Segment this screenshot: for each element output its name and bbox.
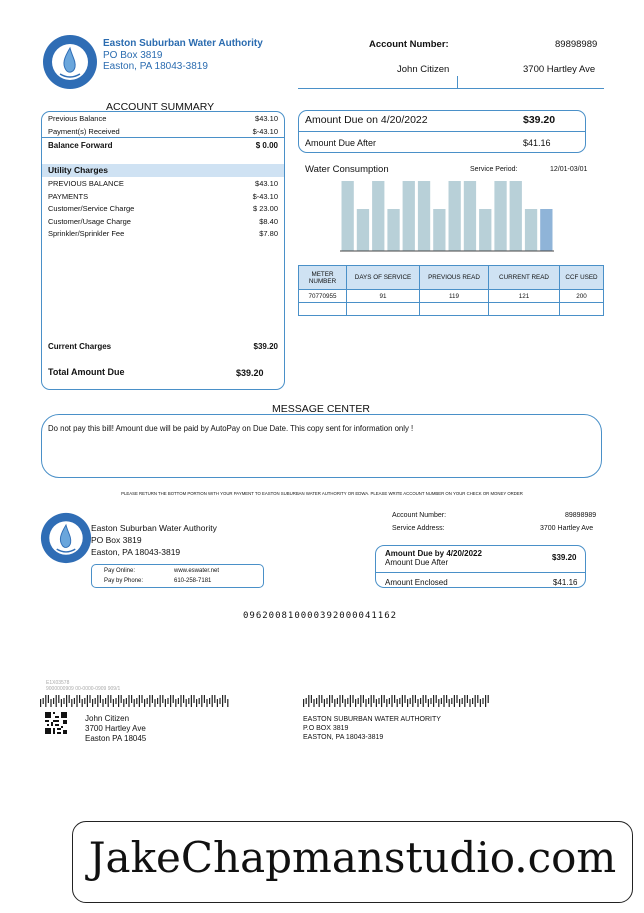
barcode-bar (454, 695, 455, 707)
barcode-bar (308, 695, 309, 707)
barcode-bar (69, 695, 70, 703)
barcode-bar (410, 698, 411, 704)
barcode-bar (456, 695, 457, 703)
pay-phone-label: Pay by Phone: (104, 578, 144, 584)
payments-received-amount: $-43.10 (252, 127, 278, 136)
barcode-bar (227, 699, 228, 707)
stub-logo (40, 512, 92, 564)
empty-cell (489, 303, 560, 316)
barcode-bar (446, 695, 447, 703)
barcode-bar (84, 698, 85, 704)
barcode-bar (131, 695, 132, 703)
barcode-bar (339, 695, 340, 707)
current-charges-row (48, 342, 278, 351)
total-due-label: Total Amount Due (48, 367, 125, 377)
empty-cell (347, 303, 420, 316)
stub-account-number-label: Account Number: (392, 512, 447, 519)
barcode-bar (128, 695, 129, 707)
previous-balance-row (48, 114, 278, 123)
chart-bar (540, 209, 552, 251)
barcode-bar (191, 695, 192, 707)
barcode-bar (183, 695, 184, 703)
barcode-bar (306, 698, 307, 704)
barcode-bar (352, 695, 353, 703)
barcode-bar (58, 695, 59, 703)
return-notice: PLEASE RETURN THE BOTTOM PORTION WITH YOUR PAYMENT TO EASTON SUBURBAN WATER AUTHORITY OR EDWA. PLEASE WRITE ACCOUNT NUMBER ON YOUR CHECK OR MONEY ORDER (121, 491, 523, 496)
barcode-bar (436, 695, 437, 703)
barcode-bar (475, 695, 476, 707)
barcode-bar (358, 698, 359, 704)
chart-bar (357, 209, 369, 251)
barcode-bar (217, 699, 218, 707)
summary-divider (42, 137, 284, 138)
barcode-bar (48, 695, 49, 703)
customer-address: 3700 Hartley Ave (523, 64, 596, 75)
barcode-bar (180, 695, 181, 707)
company-name: Easton Suburban Water Authority (103, 38, 263, 49)
utility-charges-header (42, 164, 284, 177)
barcode-bar (420, 698, 421, 704)
barcode-bar (404, 695, 405, 703)
payments-received-row (48, 127, 278, 136)
mail-customer-street: 3700 Hartley Ave (85, 724, 146, 733)
postal-barcode-left (40, 695, 232, 707)
barcode-bar (384, 695, 385, 703)
small-code-1: E1X03578 (46, 680, 70, 686)
barcode-bar (360, 695, 361, 707)
barcode-bar (428, 699, 429, 707)
utility-item-amount: $43.10 (255, 179, 278, 188)
utility-item-label: PREVIOUS BALANCE (48, 179, 124, 188)
barcode-bar (321, 695, 322, 703)
chart-bar (525, 209, 537, 251)
chart-bar (510, 181, 522, 251)
chart-bar (479, 209, 491, 251)
utility-item-amount: $-43.10 (252, 192, 278, 201)
header-rule (298, 88, 604, 89)
remit-city: EASTON, PA 18043-3819 (303, 734, 384, 741)
barcode-bar (394, 695, 395, 703)
barcode-bar (108, 695, 109, 707)
barcode-bar (74, 698, 75, 704)
barcode-bar (87, 695, 88, 707)
amount-due-box (298, 110, 586, 153)
barcode-bar (139, 695, 140, 707)
postal-barcode-right (303, 695, 493, 707)
barcode-bar (423, 695, 424, 707)
current-charges-amount: $39.20 (253, 342, 278, 351)
previous-balance-amount: $43.10 (255, 114, 278, 123)
barcode-bar (97, 695, 98, 707)
barcode-bar (209, 698, 210, 704)
barcode-bar (376, 699, 377, 707)
stub-due-by-label: Amount Due by 4/20/2022 (385, 549, 482, 558)
stub-due-by-amount: $39.20 (552, 553, 577, 562)
barcode-bar (212, 695, 213, 707)
barcode-bar (363, 695, 364, 703)
barcode-bar (71, 699, 72, 707)
barcode-bar (342, 695, 343, 703)
barcode-bar (170, 695, 171, 707)
barcode-bar (152, 695, 153, 703)
amount-enclosed-label: Amount Enclosed (385, 578, 448, 587)
barcode-bar (480, 699, 481, 707)
current-charges-label: Current Charges (48, 342, 112, 351)
meter-table-wrap (298, 265, 604, 316)
balance-forward-row (48, 141, 278, 150)
barcode-bar (167, 698, 168, 704)
barcode-bar (311, 695, 312, 703)
barcode-bar (402, 695, 403, 707)
barcode-bar (417, 699, 418, 707)
barcode-bar (79, 695, 80, 703)
chart-bar (387, 209, 399, 251)
barcode-bar (326, 698, 327, 704)
barcode-bar (66, 695, 67, 707)
header-tick (457, 76, 458, 88)
pay-online-label: Pay Online: (104, 568, 136, 574)
barcode-bar (186, 699, 187, 707)
mail-customer-city: Easton PA 18045 (85, 734, 147, 743)
barcode-bar (415, 695, 416, 703)
barcode-bar (462, 698, 463, 704)
barcode-bar (319, 695, 320, 707)
utility-item (48, 229, 278, 238)
header-previous-read: PREVIOUS READ (420, 266, 489, 290)
balance-forward-amount: $ 0.00 (255, 141, 278, 150)
customer-name: John Citizen (397, 64, 450, 75)
balance-forward-label: Balance Forward (48, 141, 113, 150)
chart-bar (403, 181, 415, 251)
barcode-bar (206, 699, 207, 707)
barcode-bar (313, 699, 314, 707)
utility-item (48, 204, 278, 213)
utility-item-label: PAYMENTS (48, 192, 89, 201)
barcode-bar (225, 695, 226, 703)
stub-service-address-label: Service Address: (392, 525, 445, 532)
company-logo (42, 34, 98, 90)
header-ccf-used: CCF USED (560, 266, 604, 290)
meter-number-cell: 70770955 (299, 290, 347, 303)
message-text: Do not pay this bill! Amount due will be paid by AutoPay on Due Date. This copy sent for information only ! (48, 424, 414, 433)
utility-item (48, 192, 278, 201)
barcode-bar (324, 699, 325, 707)
stub-address-line2: Easton, PA 18043-3819 (91, 547, 181, 557)
chart-bar (494, 181, 506, 251)
message-center-box (41, 414, 602, 478)
empty-cell (299, 303, 347, 316)
barcode-bar (61, 699, 62, 707)
barcode-bar (350, 695, 351, 707)
barcode-bar (449, 699, 450, 707)
barcode-bar (371, 695, 372, 707)
stub-amount-divider (376, 572, 585, 573)
barcode-bar (92, 699, 93, 707)
barcode-bar (175, 699, 176, 707)
ccf-used-cell: 200 (560, 290, 604, 303)
barcode-bar (378, 698, 379, 704)
barcode-bar (188, 698, 189, 704)
barcode-bar (397, 699, 398, 707)
chart-bar (449, 181, 461, 251)
barcode-bar (82, 699, 83, 707)
barcode-bar (469, 699, 470, 707)
barcode-bar (412, 695, 413, 707)
barcode-bar (303, 699, 304, 707)
company-address-line1: PO Box 3819 (103, 50, 163, 61)
barcode-bar (386, 699, 387, 707)
empty-cell (560, 303, 604, 316)
utility-item-amount: $8.40 (259, 217, 278, 226)
barcode-bar (45, 695, 46, 707)
barcode-bar (204, 695, 205, 703)
utility-item-amount: $7.80 (259, 229, 278, 238)
barcode-bar (464, 695, 465, 707)
stub-due-after-label: Amount Due After (385, 558, 449, 567)
barcode-bar (100, 695, 101, 703)
barcode-bar (199, 698, 200, 704)
barcode-bar (165, 699, 166, 707)
barcode-bar (391, 695, 392, 707)
pay-options-box (91, 564, 264, 588)
chart-bar (418, 181, 430, 251)
barcode-bar (433, 695, 434, 707)
account-summary-title: ACCOUNT SUMMARY (106, 101, 215, 113)
table-row (299, 303, 604, 316)
watermark-text: JakeChapmanstudio.com (88, 833, 617, 882)
utility-item (48, 179, 278, 188)
barcode-bar (332, 695, 333, 703)
amount-enclosed-value: $41.16 (553, 578, 578, 587)
barcode-bar (368, 698, 369, 704)
barcode-bar (430, 698, 431, 704)
account-number-label: Account Number: (369, 39, 449, 50)
barcode-bar (121, 695, 122, 703)
amount-due-divider (299, 131, 585, 132)
barcode-bar (110, 695, 111, 703)
barcode-bar (102, 699, 103, 707)
account-summary-box (41, 111, 285, 390)
barcode-bar (467, 695, 468, 703)
barcode-bar (477, 695, 478, 703)
header-meter-number: METER NUMBER (299, 266, 347, 290)
chart-bars (342, 181, 553, 251)
barcode-bar (95, 698, 96, 704)
barcode-bar (43, 698, 44, 704)
barcode-bar (389, 698, 390, 704)
header-days-of-service: DAYS OF SERVICE (347, 266, 420, 290)
barcode-bar (329, 695, 330, 707)
barcode-bar (485, 695, 486, 707)
mail-customer-name: John Citizen (85, 714, 130, 723)
payments-received-label: Payment(s) Received (48, 127, 120, 136)
consumption-chart (340, 178, 554, 254)
barcode-bar (173, 695, 174, 703)
amount-due-on-value: $39.20 (523, 114, 556, 126)
barcode-bar (147, 698, 148, 704)
small-code-2: 9000000909 00-0000-0909 909/1 (46, 686, 121, 692)
barcode-bar (488, 695, 489, 703)
barcode-bar (76, 695, 77, 707)
barcode-bar (154, 699, 155, 707)
utility-item-label: Customer/Service Charge (48, 204, 135, 213)
barcode-bar (160, 695, 161, 707)
total-due-amount: $39.20 (236, 368, 264, 378)
barcode-bar (347, 698, 348, 704)
barcode-bar (162, 695, 163, 703)
barcode-bar (219, 698, 220, 704)
barcode-bar (334, 699, 335, 707)
stub-company-name: Easton Suburban Water Authority (91, 523, 217, 533)
barcode-bar (472, 698, 473, 704)
barcode-bar (459, 699, 460, 707)
barcode-bar (105, 698, 106, 704)
barcode-bar (193, 695, 194, 703)
barcode-bar (222, 695, 223, 707)
current-read-cell: 121 (489, 290, 560, 303)
stub-service-address: 3700 Hartley Ave (540, 525, 594, 532)
barcode-bar (399, 698, 400, 704)
amount-due-on-label: Amount Due on 4/20/2022 (305, 114, 428, 126)
barcode-bar (482, 698, 483, 704)
barcode-bar (443, 695, 444, 707)
days-of-service-cell: 91 (347, 290, 420, 303)
barcode-bar (316, 698, 317, 704)
barcode-bar (196, 699, 197, 707)
company-address-line2: Easton, PA 18043-3819 (103, 61, 208, 72)
stub-address-line1: PO Box 3819 (91, 535, 142, 545)
barcode-bar (40, 699, 41, 707)
barcode-bar (113, 699, 114, 707)
utility-item-label: Sprinkler/Sprinkler Fee (48, 229, 125, 238)
barcode-bar (53, 698, 54, 704)
barcode-bar (407, 699, 408, 707)
stub-amount-box (375, 545, 586, 588)
barcode-bar (157, 698, 158, 704)
service-period-value: 12/01-03/01 (550, 166, 588, 173)
barcode-bar (136, 698, 137, 704)
barcode-bar (63, 698, 64, 704)
barcode-bar (56, 695, 57, 707)
barcode-bar (134, 699, 135, 707)
barcode-bar (149, 695, 150, 707)
barcode-bar (201, 695, 202, 707)
pay-phone-number: 610-258-7181 (174, 578, 212, 584)
utility-item-amount: $ 23.00 (252, 204, 278, 213)
barcode-bar (337, 698, 338, 704)
amount-due-after-value: $41.16 (523, 138, 551, 148)
utility-charges-title: Utility Charges (48, 165, 108, 175)
watermark-banner (72, 821, 633, 903)
barcode-bar (355, 699, 356, 707)
barcode-bar (115, 698, 116, 704)
pay-online-link[interactable]: www.eswater.net (174, 568, 220, 574)
remit-street: P.O BOX 3819 (303, 725, 349, 732)
table-row (299, 290, 604, 303)
barcode-bar (141, 695, 142, 703)
account-number: 89898989 (555, 39, 598, 50)
scanline: 096200810000392000041162 (243, 611, 398, 621)
barcode-bar (214, 695, 215, 703)
barcode-bar (50, 699, 51, 707)
previous-read-cell: 119 (420, 290, 489, 303)
barcode-bar (441, 698, 442, 704)
barcode-bar (451, 698, 452, 704)
amount-due-after-label: Amount Due After (305, 138, 377, 148)
meter-table (298, 265, 604, 316)
barcode-bar (144, 699, 145, 707)
stub-account-number: 89898989 (565, 512, 597, 519)
chart-bar (342, 181, 354, 251)
meter-table-header-row (299, 266, 604, 290)
consumption-title: Water Consumption (305, 164, 389, 175)
empty-cell (420, 303, 489, 316)
header-current-read: CURRENT READ (489, 266, 560, 290)
previous-balance-label: Previous Balance (48, 114, 107, 123)
barcode-bar (438, 699, 439, 707)
message-center-title: MESSAGE CENTER (272, 403, 371, 415)
chart-bar (372, 181, 384, 251)
barcode-bar (89, 695, 90, 703)
barcode-bar (381, 695, 382, 707)
barcode-bar (118, 695, 119, 707)
chart-bar (433, 209, 445, 251)
utility-item-label: Customer/Usage Charge (48, 217, 131, 226)
barcode-bar (373, 695, 374, 703)
barcode-bar (345, 699, 346, 707)
chart-bar (464, 181, 476, 251)
barcode-bar (126, 698, 127, 704)
barcode-bar (123, 699, 124, 707)
service-period-label: Service Period: (470, 166, 518, 173)
barcode-bar (178, 698, 179, 704)
utility-item (48, 217, 278, 226)
qr-code (45, 712, 67, 734)
remit-name: EASTON SUBURBAN WATER AUTHORITY (303, 716, 441, 723)
barcode-bar (425, 695, 426, 703)
barcode-bar (365, 699, 366, 707)
